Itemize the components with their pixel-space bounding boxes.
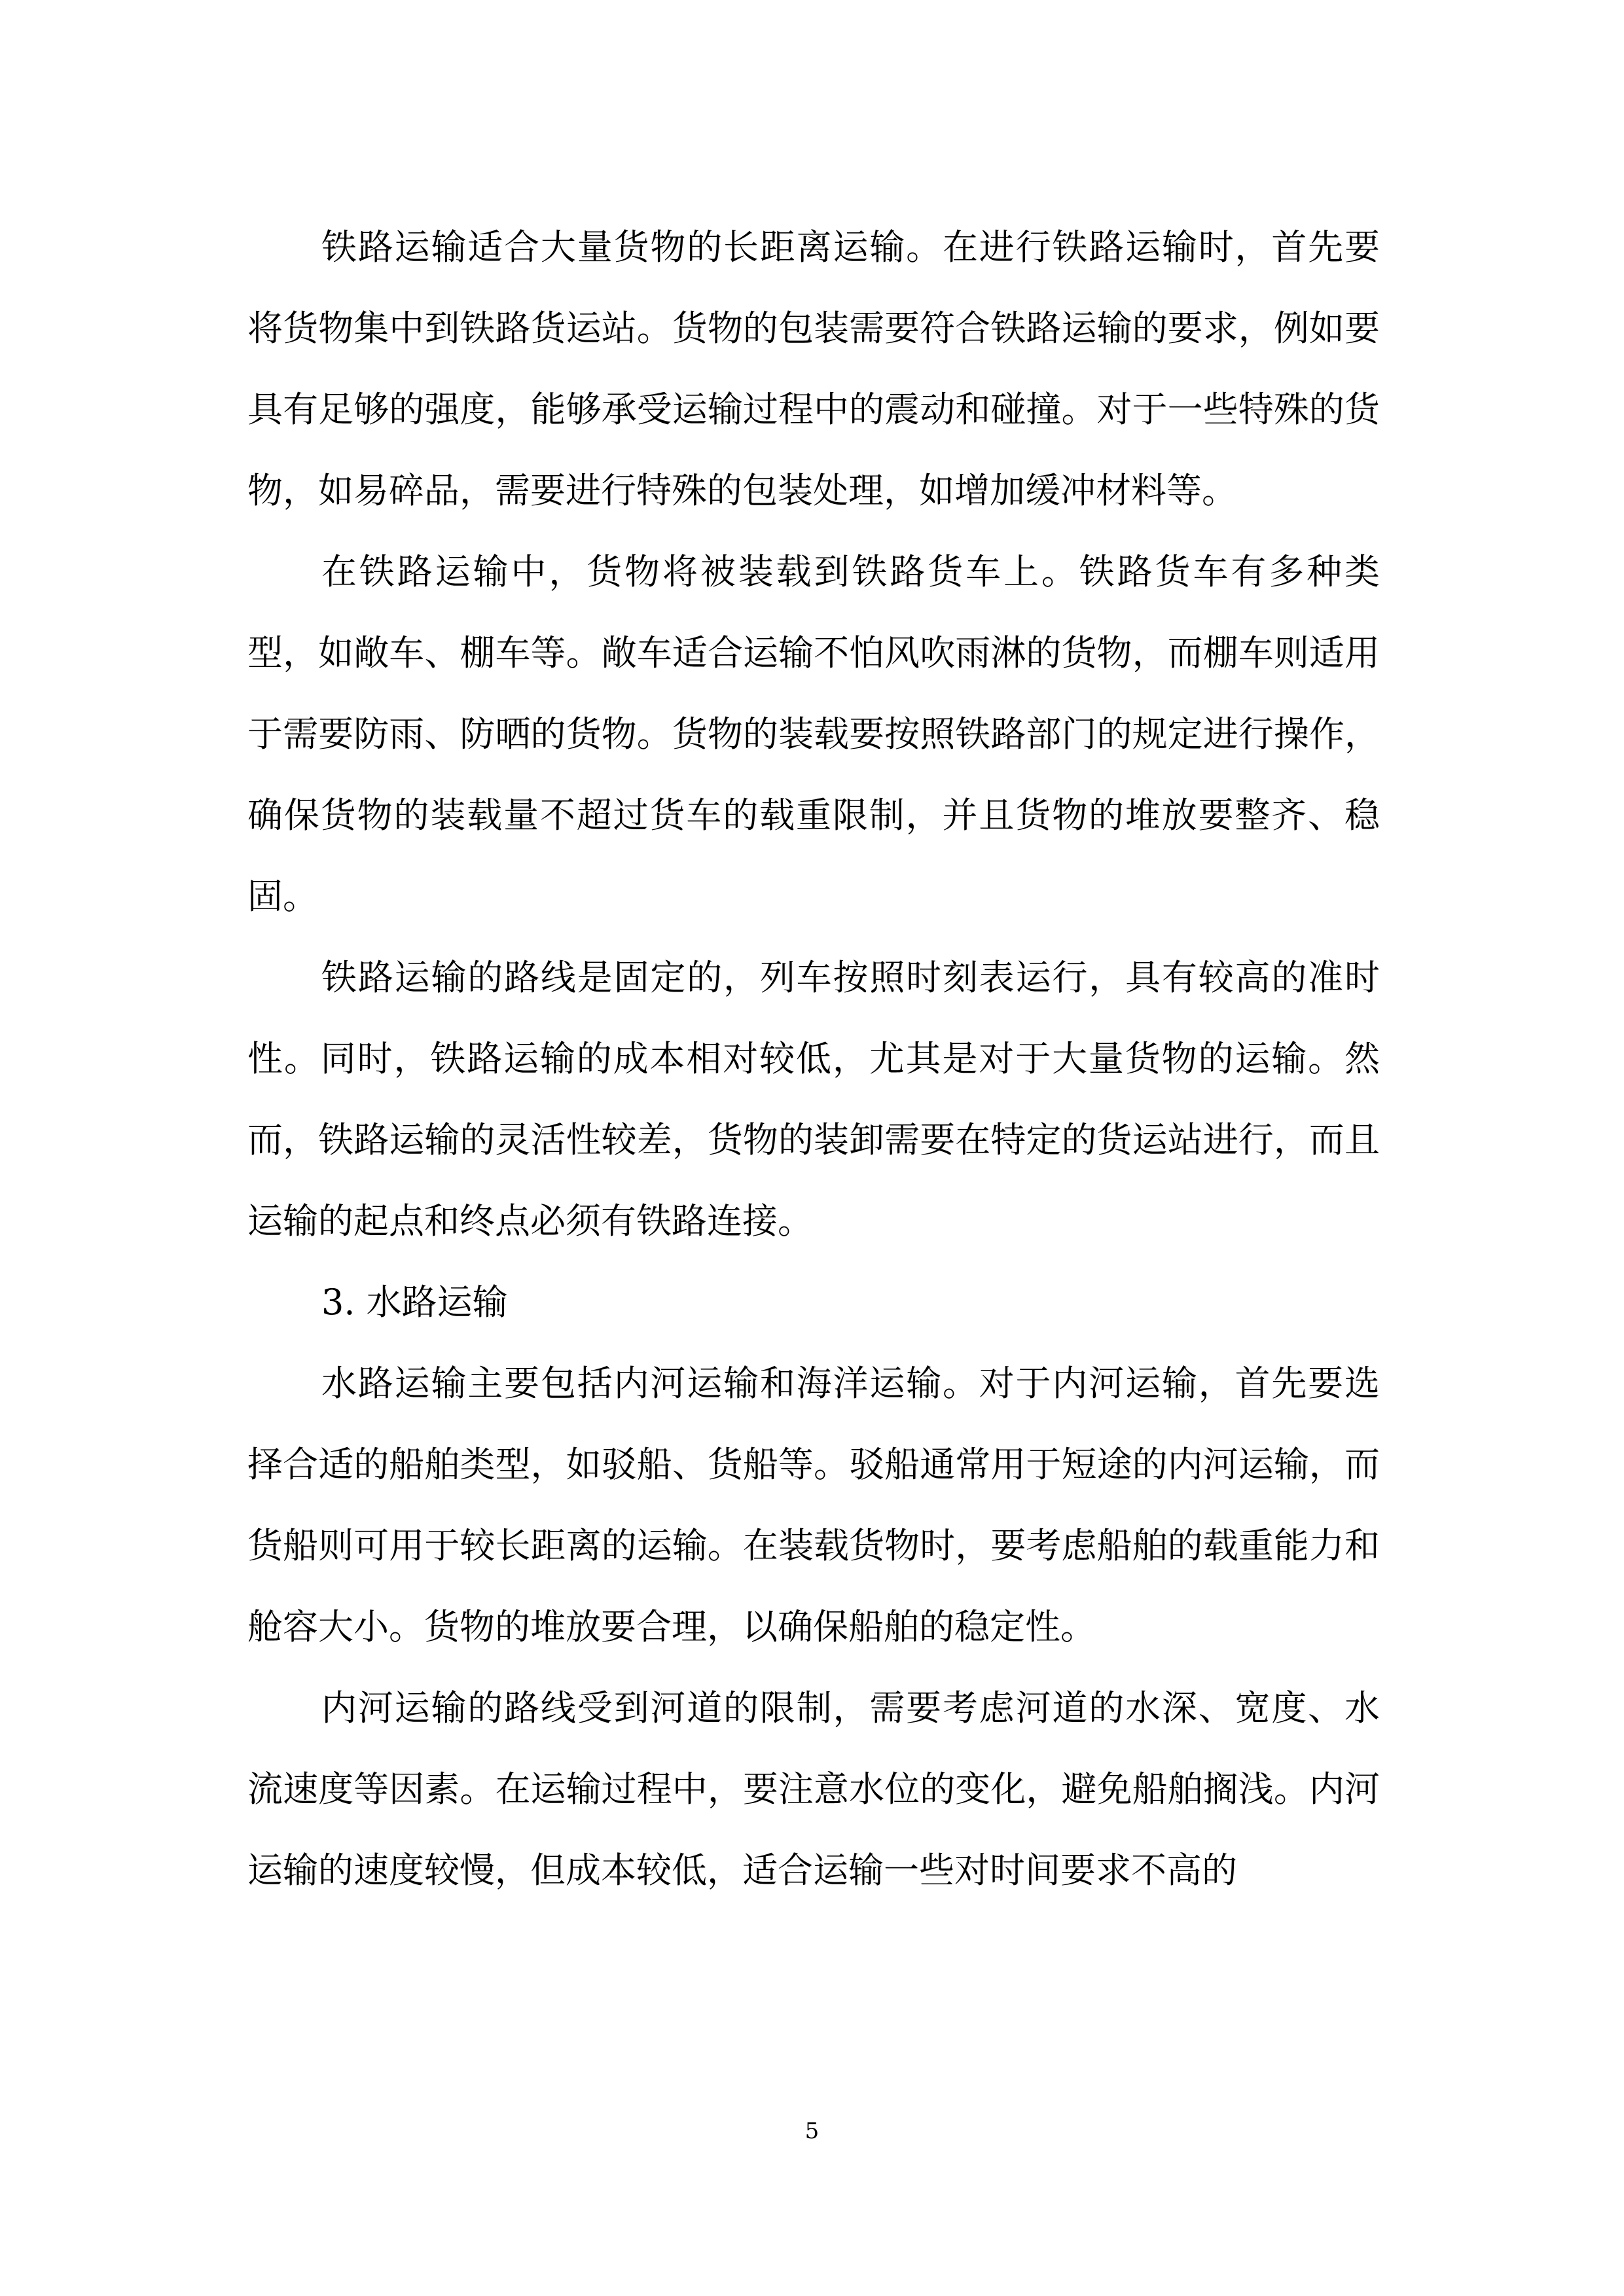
paragraph-railway-loading: 在铁路运输中，货物将被装载到铁路货车上。铁路货车有多种类型，如敞车、棚车等。敞车适合运输不怕风吹雨淋的货物，而棚车则适用于需要防雨、防晒的货物。货物的装载要按照铁路部门的规定进行操作，确保货物的装载量不超过货车的载重限制，并且货物的堆放要整齐、稳固。 <box>247 551 1380 917</box>
page-body <box>247 207 1380 1911</box>
paragraph-inland-route: 内河运输的路线受到河道的限制，需要考虑河道的水深、宽度、水流速度等因素。在运输过程中，要注意水位的变化，避免船舶搁浅。内河运输的速度较慢，但成本较低，适合运输一些对时间要求不高的 <box>247 1687 1380 1891</box>
paragraph-railway-route: 铁路运输的路线是固定的，列车按照时刻表运行，具有较高的准时性。同时，铁路运输的成本相对较低，尤其是对于大量货物的运输。然而，铁路运输的灵活性较差，货物的装卸需要在特定的货运站进行，而且运输的起点和终点必须有铁路连接。 <box>247 957 1380 1242</box>
paragraph-railway-intro: 铁路运输适合大量货物的长距离运输。在进行铁路运输时，首先要将货物集中到铁路货运站。货物的包装需要符合铁路运输的要求，例如要具有足够的强度，能够承受运输过程中的震动和碰撞。对于一些特殊的货物，如易碎品，需要进行特殊的包装处理，如增加缓冲材料等。 <box>247 226 1380 511</box>
paragraph-water-intro: 水路运输主要包括内河运输和海洋运输。对于内河运输，首先要选择合适的船舶类型，如驳船、货船等。驳船通常用于短途的内河运输，而货船则可用于较长距离的运输。在装载货物时，要考虑船舶的载重能力和舱容大小。货物的堆放要合理，以确保船舶的稳定性。 <box>247 1363 1380 1647</box>
section-heading-water-transport: 3. 水路运输 <box>321 1282 508 1323</box>
page-number: 5 <box>804 2118 820 2144</box>
